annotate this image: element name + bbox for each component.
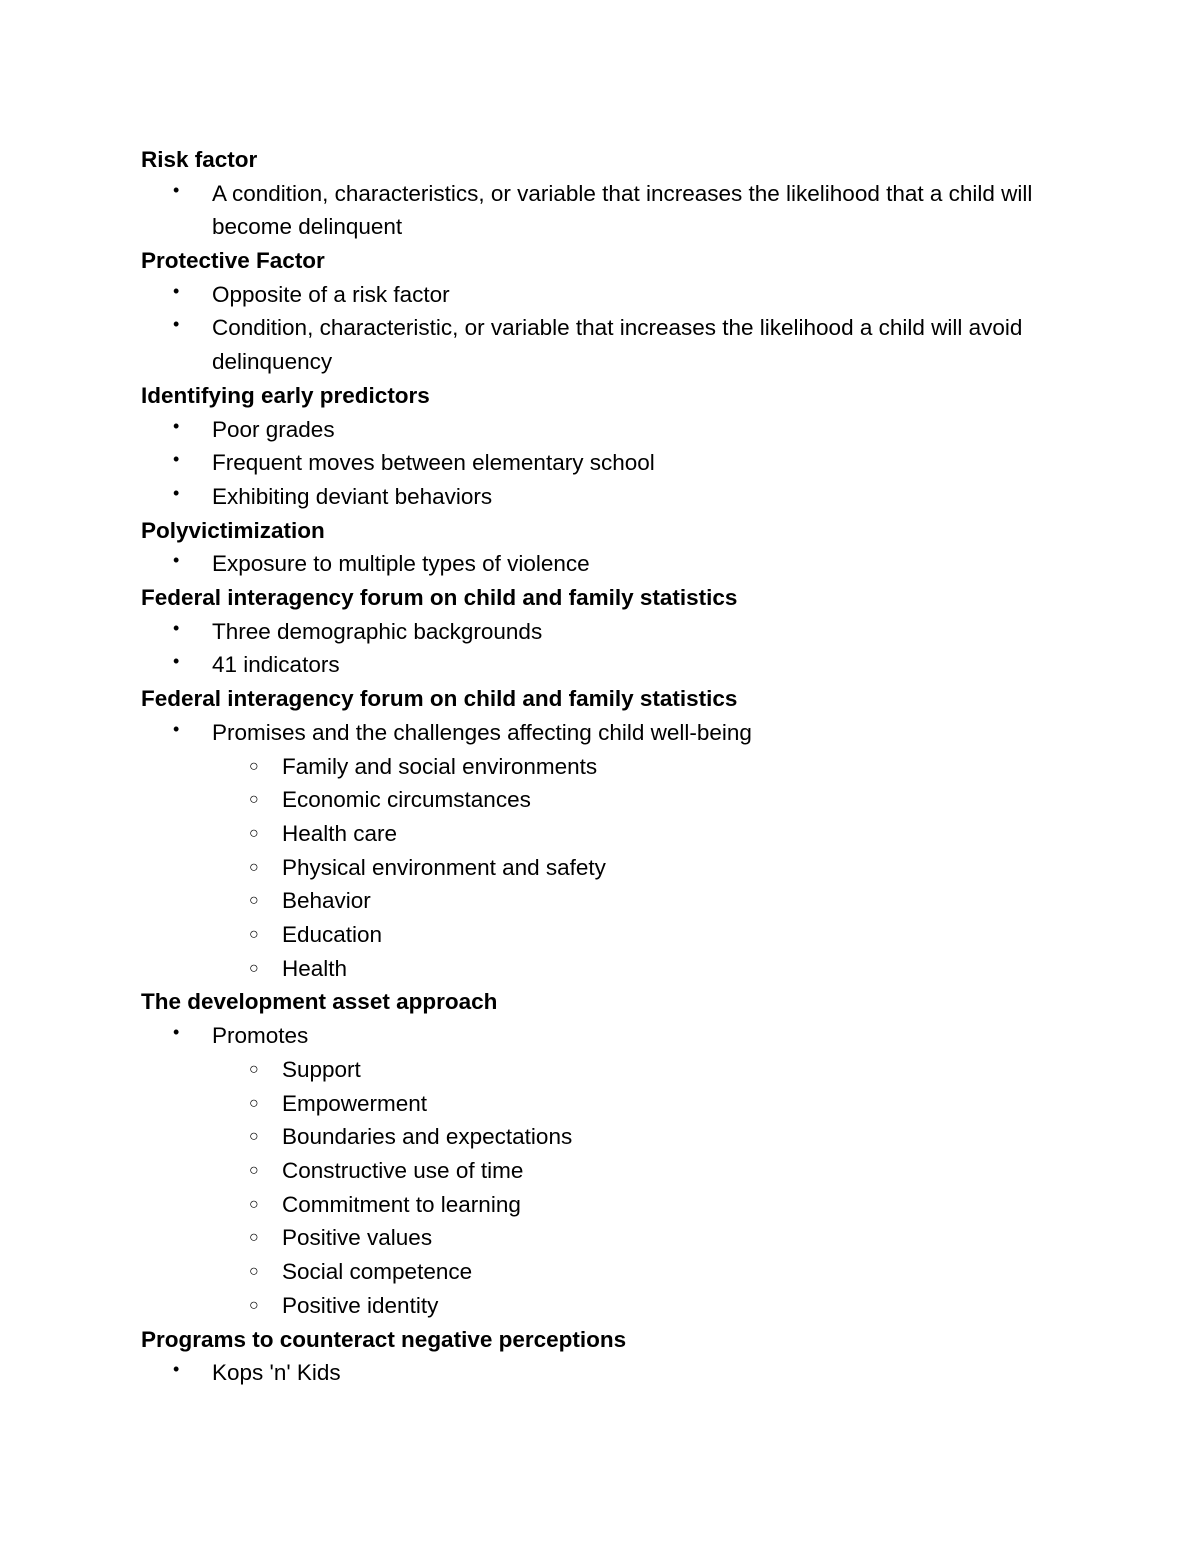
bullet-circle-icon: ○ bbox=[249, 1229, 259, 1247]
bullet-dot-icon: • bbox=[173, 449, 180, 470]
sub-bullet-item bbox=[141, 851, 1141, 885]
bullet-circle-icon: ○ bbox=[249, 824, 259, 842]
bullet-dot-icon: • bbox=[173, 314, 180, 335]
bullet-circle-icon: ○ bbox=[249, 757, 259, 775]
section-heading: Programs to counteract negative perceptions bbox=[141, 1326, 627, 1352]
bullet-item-text: A condition, characteristics, or variable that increases the likelihood that a child will become delinquent bbox=[212, 180, 1033, 240]
sub-bullet-item-text: Positive values bbox=[282, 1225, 433, 1251]
sub-bullet-item-text: Empowerment bbox=[282, 1090, 428, 1116]
bullet-circle-icon: ○ bbox=[249, 791, 259, 809]
sub-bullet-item bbox=[141, 1120, 1141, 1154]
bullet-dot-icon: • bbox=[173, 482, 180, 503]
bullet-circle-icon: ○ bbox=[249, 1263, 259, 1281]
sub-bullet-item bbox=[141, 1289, 1141, 1323]
sub-bullet-item bbox=[141, 952, 1141, 986]
sub-bullet-item-text: Education bbox=[282, 922, 383, 948]
sub-bullet-item bbox=[141, 1255, 1141, 1289]
bullet-item-text: Exposure to multiple types of violence bbox=[212, 551, 590, 577]
bullet-circle-icon: ○ bbox=[249, 1128, 259, 1146]
bullet-item bbox=[141, 413, 1072, 447]
bullet-item bbox=[141, 1019, 1072, 1053]
bullet-dot-icon: • bbox=[173, 617, 180, 638]
bullet-item bbox=[141, 615, 1072, 649]
bullet-item bbox=[141, 311, 1072, 378]
bullet-item bbox=[141, 278, 1072, 312]
sub-bullet-item bbox=[141, 918, 1141, 952]
bullet-item-text: Kops 'n' Kids bbox=[212, 1360, 341, 1386]
bullet-circle-icon: ○ bbox=[249, 1161, 259, 1179]
bullet-dot-icon: • bbox=[173, 550, 180, 571]
bullet-item-text: Three demographic backgrounds bbox=[212, 618, 543, 644]
section bbox=[141, 379, 1141, 514]
sub-bullet-item bbox=[141, 884, 1141, 918]
bullet-dot-icon: • bbox=[173, 179, 180, 200]
bullet-circle-icon: ○ bbox=[249, 1296, 259, 1314]
bullet-dot-icon: • bbox=[173, 1359, 180, 1380]
bullet-circle-icon: ○ bbox=[249, 959, 259, 977]
section bbox=[141, 244, 1141, 379]
sub-bullet-item-text: Health bbox=[282, 955, 348, 981]
section bbox=[141, 514, 1141, 581]
sub-bullet-item bbox=[141, 1188, 1141, 1222]
bullet-circle-icon: ○ bbox=[249, 926, 259, 944]
bullet-item bbox=[141, 446, 1072, 480]
section-heading: The development asset approach bbox=[141, 989, 498, 1015]
sub-bullet-item-text: Social competence bbox=[282, 1259, 473, 1285]
sub-bullet-item-text: Health care bbox=[282, 820, 398, 846]
sub-bullet-item-text: Positive identity bbox=[282, 1292, 439, 1318]
sub-bullet-item-text: Constructive use of time bbox=[282, 1157, 524, 1183]
sub-bullet-item-text: Economic circumstances bbox=[282, 787, 531, 813]
bullet-item-text: Poor grades bbox=[212, 416, 335, 442]
section bbox=[141, 1323, 1141, 1390]
bullet-circle-icon: ○ bbox=[249, 1060, 259, 1078]
bullet-item-text: 41 indicators bbox=[212, 652, 340, 678]
bullet-item bbox=[141, 648, 1072, 682]
bullet-circle-icon: ○ bbox=[249, 1094, 259, 1112]
section-heading: Federal interagency forum on child and family statistics bbox=[141, 686, 738, 712]
bullet-item-text: Condition, characteristic, or variable that increases the likelihood a child will avoid delinquency bbox=[212, 315, 1023, 375]
section bbox=[141, 143, 1141, 244]
bullet-circle-icon: ○ bbox=[249, 858, 259, 876]
bullet-dot-icon: • bbox=[173, 651, 180, 672]
sub-bullet-item bbox=[141, 1087, 1141, 1121]
sub-bullet-item-text: Support bbox=[282, 1056, 361, 1082]
bullet-item bbox=[141, 1356, 1072, 1390]
document-body bbox=[141, 143, 1141, 1390]
sub-bullet-item-text: Commitment to learning bbox=[282, 1191, 521, 1217]
sub-bullet-item bbox=[141, 1053, 1141, 1087]
bullet-circle-icon: ○ bbox=[249, 892, 259, 910]
sub-bullet-item-text: Boundaries and expectations bbox=[282, 1124, 573, 1150]
bullet-dot-icon: • bbox=[173, 718, 180, 739]
section bbox=[141, 985, 1141, 1322]
sub-bullet-item-text: Physical environment and safety bbox=[282, 854, 606, 880]
section-heading: Polyvictimization bbox=[141, 517, 325, 543]
bullet-item-text: Promises and the challenges affecting child well-being bbox=[212, 719, 752, 745]
section bbox=[141, 581, 1141, 682]
bullet-dot-icon: • bbox=[173, 280, 180, 301]
section-heading: Federal interagency forum on child and family statistics bbox=[141, 585, 738, 611]
section bbox=[141, 682, 1141, 985]
bullet-item-text: Frequent moves between elementary school bbox=[212, 450, 655, 476]
bullet-item bbox=[141, 177, 1072, 244]
bullet-item-text: Exhibiting deviant behaviors bbox=[212, 483, 493, 509]
bullet-dot-icon: • bbox=[173, 1022, 180, 1043]
sub-bullet-item-text: Behavior bbox=[282, 888, 371, 914]
bullet-item-text: Opposite of a risk factor bbox=[212, 281, 450, 307]
bullet-item-text: Promotes bbox=[212, 1023, 309, 1049]
bullet-item bbox=[141, 716, 1072, 750]
bullet-item bbox=[141, 547, 1072, 581]
bullet-dot-icon: • bbox=[173, 415, 180, 436]
section-heading: Risk factor bbox=[141, 147, 258, 172]
sub-bullet-item bbox=[141, 1154, 1141, 1188]
sub-bullet-item-text: Family and social environments bbox=[282, 753, 598, 779]
sub-bullet-item bbox=[141, 783, 1141, 817]
section-heading: Identifying early predictors bbox=[141, 382, 430, 408]
sub-bullet-item bbox=[141, 1221, 1141, 1255]
sub-bullet-item bbox=[141, 750, 1141, 784]
bullet-circle-icon: ○ bbox=[249, 1195, 259, 1213]
sub-bullet-item bbox=[141, 817, 1141, 851]
bullet-item bbox=[141, 480, 1072, 514]
section-heading: Protective Factor bbox=[141, 248, 325, 274]
